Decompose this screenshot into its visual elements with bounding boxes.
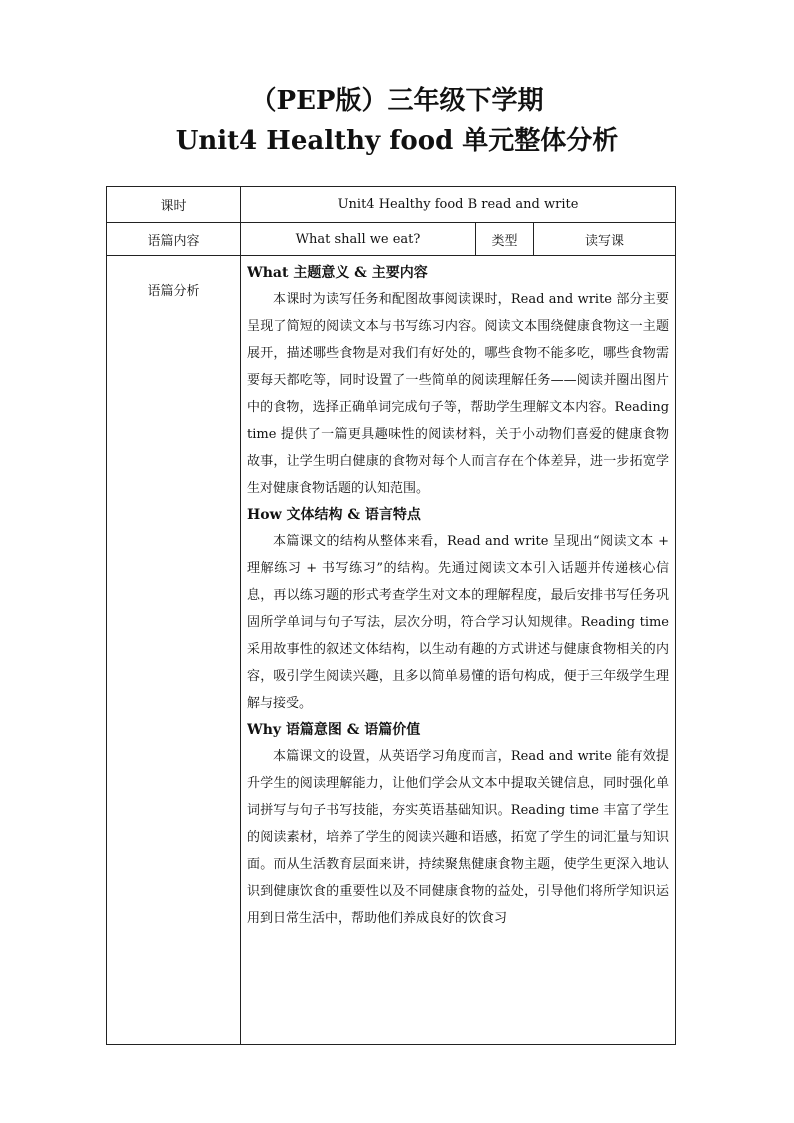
lesson-value: Unit4 Healthy food B read and write: [241, 187, 676, 223]
analysis-table: [106, 186, 676, 1045]
analysis-content: [241, 256, 676, 1045]
why-paragraph: 本篇课文的设置，从英语学习角度而言，Read and write 能有效提升学生的阅读理解能力，让他们学会从文本中提取关键信息，同时强化单词拼写与句子书写技能，夯实英语基础知识。Reading time 丰富了学生的阅读素材，培养了学生的阅读兴趣和语感，拓宽了学生的词汇量与知识面。而从生活教育层面来讲，持续聚焦健康食物主题，使学生更深入地认识到健康饮食的重要性以及不同健康食物的益处，引导他们将所学知识运用到日常生活中，帮助他们养成良好的饮食习: [247, 749, 670, 926]
how-heading: How 文体结构 & 语言特点: [247, 507, 421, 523]
lesson-label: 课时: [107, 187, 241, 223]
type-value: 读写课: [534, 223, 676, 256]
what-heading: What 主题意义 & 主要内容: [247, 265, 428, 281]
content-label: 语篇内容: [107, 223, 241, 256]
what-paragraph: 本课时为读写任务和配图故事阅读课时，Read and write 部分主要呈现了简短的阅读文本与书写练习内容。阅读文本围绕健康食物这一主题展开，描述哪些食物是对我们有好处的，哪些食物不能多吃，哪些食物需要每天都吃等，同时设置了一些简单的阅读理解任务——阅读并圈出图片中的食物，选择正确单词完成句子等，帮助学生理解文本内容。Reading time 提供了一篇更具趣味性的阅读材料，关于小动物们喜爱的健康食物故事，让学生明白健康的食物对每个人而言存在个体差异，进一步拓宽学生对健康食物话题的认知范围。: [247, 292, 670, 496]
why-heading: Why 语篇意图 & 语篇价值: [247, 722, 421, 738]
page-subtitle: Unit4 Healthy food 单元整体分析: [175, 126, 619, 156]
analysis-label: 语篇分析: [107, 256, 241, 1045]
table-row: [107, 256, 676, 1045]
type-label: 类型: [476, 223, 534, 256]
table-row: [107, 187, 676, 223]
content-value: What shall we eat?: [241, 223, 476, 256]
how-paragraph: 本篇课文的结构从整体来看，Read and write 呈现出“阅读文本 + 理解练习 + 书写练习”的结构。先通过阅读文本引入话题并传递核心信息，再以练习题的形式考查学生对文本的理解程度，最后安排书写任务巩固所学单词与句子写法，层次分明，符合学习认知规律。Reading time 采用故事性的叙述文体结构，以生动有趣的方式讲述与健康食物相关的内容，吸引学生阅读兴趣，且多以简单易懂的语句构成，便于三年级学生理解与接受。: [247, 534, 670, 711]
page-title: （PEP版）三年级下学期: [250, 86, 544, 116]
table-row: [107, 223, 676, 256]
